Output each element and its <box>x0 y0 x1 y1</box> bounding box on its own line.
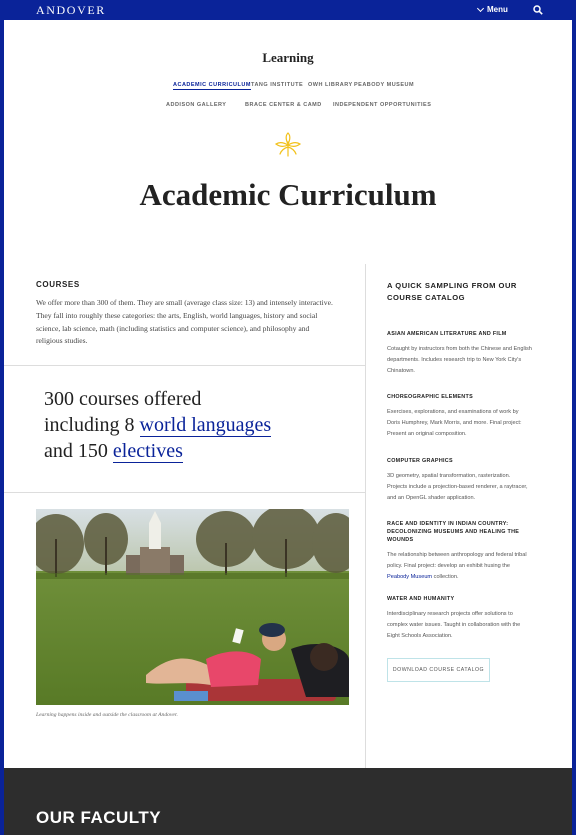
course-description: 3D geometry, spatial transformation, rasterization. Projects include a projection-based renderer, a raytracer, and an OpenGL shader application. <box>387 473 528 501</box>
courses-stat <box>44 386 344 464</box>
course-title: CHOREOGRAPHIC ELEMENTS <box>387 394 473 400</box>
course-description: Cotaught by instructors from both the Chinese and English departments. Includes research trip to New York City's Chinatown. <box>387 346 532 374</box>
catalog-item <box>387 595 532 642</box>
subnav-peabody-museum[interactable]: PEABODY MUSEUM <box>354 82 415 88</box>
desc-text: collection. <box>432 574 459 580</box>
andover-logo[interactable]: ANDOVER <box>36 3 106 17</box>
column-divider <box>365 264 366 768</box>
catalog-heading: A QUICK SAMPLING FROM OUR COURSE CATALOG <box>387 281 517 302</box>
subnav-tang-institute[interactable]: TANG INSTITUTE <box>251 82 304 88</box>
stat-text: including 8 <box>44 414 140 436</box>
page-title: Academic Curriculum <box>139 177 437 212</box>
course-description <box>387 550 532 583</box>
course-title: RACE AND IDENTITY IN INDIAN COUNTRY: DECOLONIZING MUSEUMS AND HEALING THE WOUNDS <box>387 521 520 543</box>
course-title: ASIAN AMERICAN LITERATURE AND FILM <box>387 331 507 337</box>
catalog-item <box>387 457 532 504</box>
subnav-academic-curriculum[interactable]: ACADEMIC CURRICULUM <box>173 82 251 88</box>
catalog-item <box>387 330 532 377</box>
stat-text: and 150 <box>44 440 113 462</box>
course-title: COMPUTER GRAPHICS <box>387 458 453 464</box>
course-title: WATER AND HUMANITY <box>387 596 455 602</box>
chevron-down-icon <box>477 4 484 11</box>
stat-line-1: 300 courses offered <box>44 388 202 410</box>
world-languages-link[interactable]: world languages <box>139 414 272 436</box>
course-description: Exercises, explorations, and examinations of work by Doris Humphrey, Mark Morris, and more. Final project: Present an original composition. <box>387 409 522 437</box>
section-title: Learning <box>262 50 314 65</box>
peabody-museum-link[interactable]: Peabody Museum <box>387 574 433 580</box>
faculty-heading: OUR FACULTY <box>36 808 162 827</box>
faculty-section <box>4 768 572 835</box>
students-on-lawn-photo <box>36 509 349 705</box>
menu-label: Menu <box>487 5 508 14</box>
page-content <box>4 20 572 768</box>
menu-button[interactable] <box>478 5 508 14</box>
courses-description: We offer more than 300 of them. They are small (average class size: 13) and intensely interactive. They fall into roughly these categories: the arts, English, world languages, history and social science, lab science, math (including statistics and computer science), and philosophy and religious studies. <box>36 298 333 346</box>
course-description: Interdisciplinary research projects offer solutions to complex water issues. Taught in collaboration with the Eight Schools Association. <box>387 611 521 639</box>
divider <box>4 492 365 493</box>
flower-ornament-icon <box>274 132 302 158</box>
stat-line-3 <box>44 438 344 464</box>
electives-link[interactable]: electives <box>112 440 183 462</box>
subnav-owh-library[interactable]: OWH LIBRARY <box>308 82 353 88</box>
download-catalog-button[interactable]: DOWNLOAD COURSE CATALOG <box>387 658 490 682</box>
subnav-independent-opportunities[interactable]: INDEPENDENT OPPORTUNITIES <box>333 102 432 108</box>
desc-text: The relationship between anthropology and federal tribal policy. Final project: develop an exhibit husing the <box>387 552 527 569</box>
subnav-addison-gallery[interactable]: ADDISON GALLERY <box>166 102 227 108</box>
photo-caption: Learning happens inside and outside the classroom at Andover. <box>36 712 178 718</box>
catalog-item <box>387 520 532 583</box>
subnav-brace-center[interactable]: BRACE CENTER & CAMD <box>245 102 322 108</box>
search-icon[interactable] <box>533 5 543 15</box>
stat-line-2 <box>44 412 344 438</box>
catalog-item <box>387 393 532 440</box>
divider <box>4 365 365 366</box>
top-bar <box>0 0 576 20</box>
courses-heading: COURSES <box>36 280 80 289</box>
